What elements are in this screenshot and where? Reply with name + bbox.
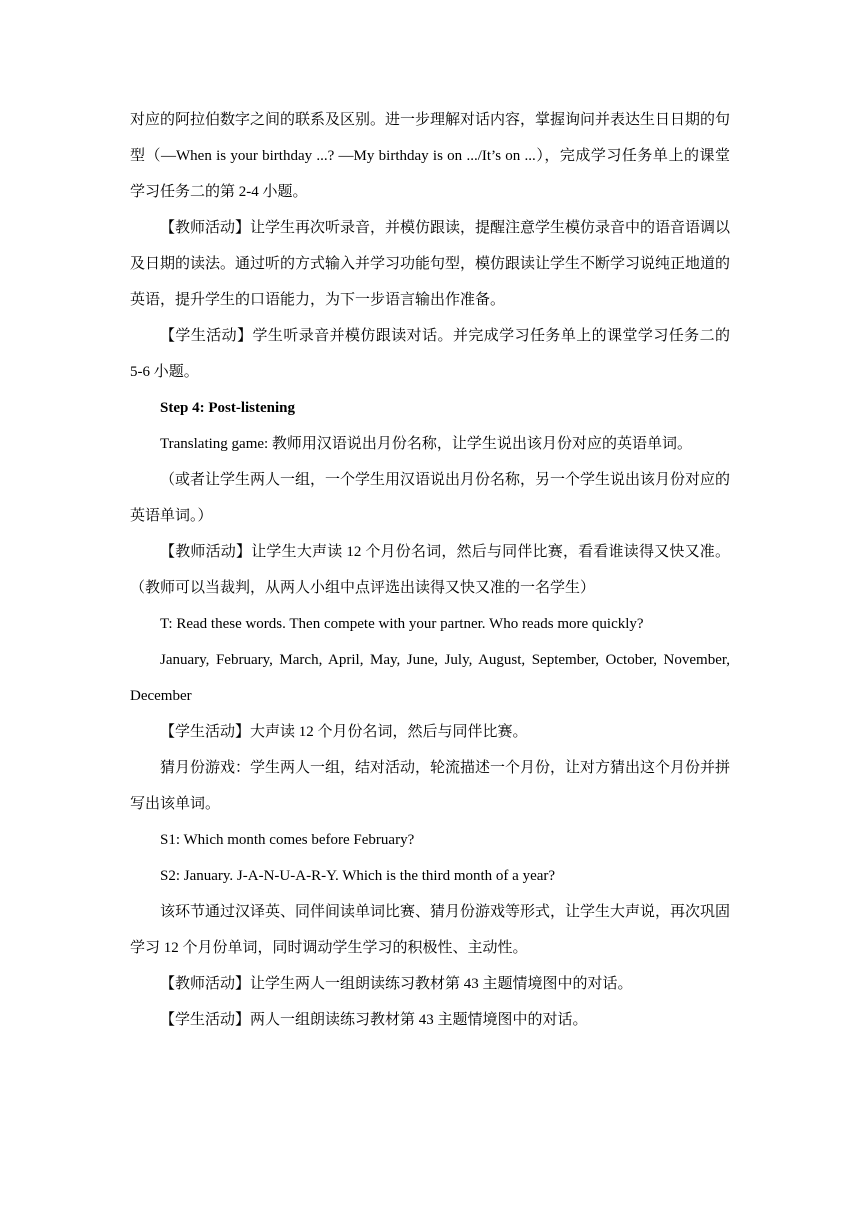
paragraph-line: 对应的阿拉伯数字之间的联系及区别。进一步理解对话内容，掌握询问并表达生日日期的句 xyxy=(130,112,731,128)
paragraph-line: 【学生活动】大声读 12 个月份名词，然后与同伴比赛。 xyxy=(160,724,528,740)
dialogue-line: S1: Which month comes before February? xyxy=(160,832,415,848)
paragraph-line: January, February, March, April, May, June, July, August, September, October, November, xyxy=(160,652,730,668)
dialogue-line: S2: January. J-A-N-U-A-R-Y. Which is the third month of a year? xyxy=(160,868,556,884)
paragraph-line: 学习任务二的第 2-4 小题。 xyxy=(130,184,308,200)
paragraph-line: 【教师活动】让学生大声读 12 个月份名词，然后与同伴比赛，看看谁读得又快又准。 xyxy=(160,544,730,560)
paragraph-line: （教师可以当裁判，从两人小组中点评选出读得又快又准的一名学生） xyxy=(130,580,596,596)
paragraph-line: Translating game: 教师用汉语说出月份名称，让学生说出该月份对应的英语单词。 xyxy=(160,436,692,452)
paragraph-line: 【学生活动】学生听录音并模仿跟读对话。并完成学习任务单上的课堂学习任务二的 xyxy=(160,328,730,344)
paragraph-line: 猜月份游戏：学生两人一组，结对活动，轮流描述一个月份，让对方猜出这个月份并拼 xyxy=(160,760,731,776)
paragraph-line: 学习 12 个月份单词，同时调动学生学习的积极性、主动性。 xyxy=(130,940,528,956)
paragraph-line: December xyxy=(130,688,192,704)
paragraph-line: 【教师活动】让学生两人一组朗读练习教材第 43 主题情境图中的对话。 xyxy=(160,976,633,992)
paragraph-line: 5-6 小题。 xyxy=(130,364,199,380)
section-heading: Step 4: Post-listening xyxy=(160,400,295,416)
paragraph-line: 该环节通过汉译英、同伴间读单词比赛、猜月份游戏等形式，让学生大声说，再次巩固 xyxy=(160,904,731,920)
dialogue-line: T: Read these words. Then compete with your partner. Who reads more quickly? xyxy=(160,616,644,632)
paragraph-line: 英语单词。） xyxy=(130,508,213,524)
paragraph-line: 【教师活动】让学生再次听录音，并模仿跟读，提醒注意学生模仿录音中的语音语调以 xyxy=(160,220,731,236)
paragraph-line: （或者让学生两人一组，一个学生用汉语说出月份名称，另一个学生说出该月份对应的 xyxy=(160,472,731,488)
paragraph-line: 型（—When is your birthday ...? —My birthday is on .../It’s on ...），完成学习任务单上的课堂 xyxy=(130,148,730,164)
paragraph-line: 【学生活动】两人一组朗读练习教材第 43 主题情境图中的对话。 xyxy=(160,1012,588,1028)
paragraph-line: 及日期的读法。通过听的方式输入并学习功能句型，模仿跟读让学生不断学习说纯正地道的 xyxy=(130,256,731,272)
paragraph-line: 英语，提升学生的口语能力，为下一步语言输出作准备。 xyxy=(130,292,506,308)
paragraph-line: 写出该单词。 xyxy=(130,796,221,812)
